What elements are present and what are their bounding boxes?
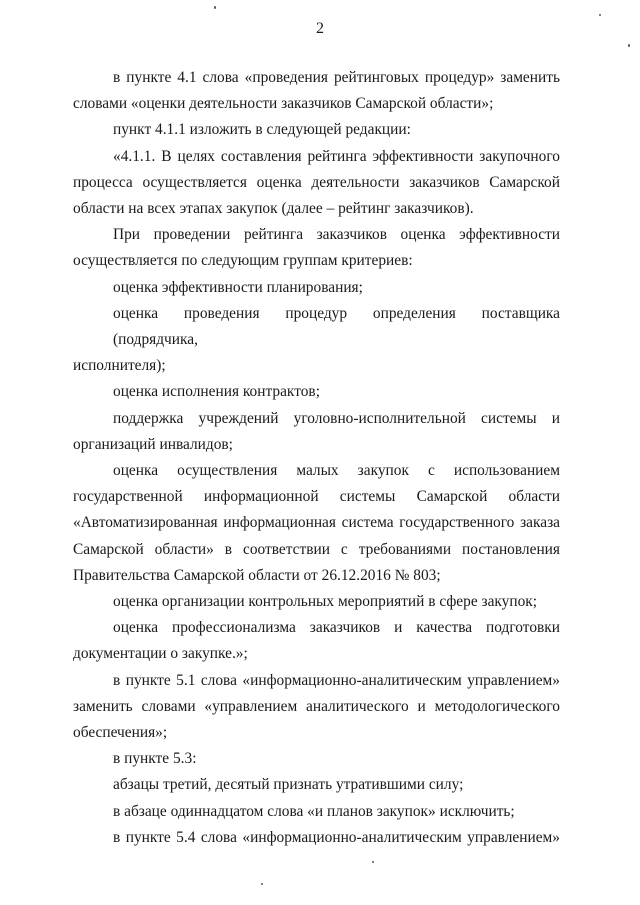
text-line: При проведении рейтинга заказчиков оценка эффективности — [113, 226, 560, 244]
scan-speck — [628, 44, 630, 47]
text-line: оценка профессионализма заказчиков и качества подготовки — [113, 619, 560, 637]
text-line: исполнителя); — [73, 357, 166, 375]
paragraph — [73, 458, 560, 589]
text-line: пункт 4.1.1 изложить в следующей редакции: — [113, 121, 411, 139]
paragraph — [73, 406, 560, 458]
text-line: в пункте 5.4 слова «информационно-аналитическим управлением» — [113, 828, 560, 846]
text-line: поддержка учреждений уголовно-исполнительной системы и — [113, 409, 560, 427]
paragraph — [73, 772, 560, 798]
text-line: «Автоматизированная информационная система государственного заказа — [73, 514, 560, 532]
paragraph — [73, 746, 560, 772]
text-line: в пункте 4.1 слова «проведения рейтинговых процедур» заменить — [113, 69, 560, 86]
paragraph — [73, 825, 560, 851]
text-line: оценка эффективности планирования; — [113, 278, 363, 296]
text-line: организаций инвалидов; — [73, 435, 233, 453]
paragraph — [73, 301, 560, 380]
text-line: осуществляется по следующим группам критериев: — [73, 252, 413, 270]
paragraph — [73, 668, 560, 747]
text-line: словами «оценки деятельности заказчиков Самарской области»; — [73, 95, 494, 113]
paragraph — [73, 117, 560, 143]
text-line: в пункте 5.3: — [113, 750, 197, 768]
text-line: оценка осуществления малых закупок с использованием — [113, 462, 560, 480]
text-line: государственной информационной системы Самарской области — [73, 488, 560, 506]
text-line: области на всех этапах закупок (далее – рейтинг заказчиков). — [73, 200, 474, 218]
paragraph — [73, 589, 560, 615]
text-line: в пункте 5.1 слова «информационно-аналитическим управлением» — [113, 671, 560, 689]
paragraph — [73, 615, 560, 667]
paragraph — [73, 379, 560, 405]
paragraph — [73, 144, 560, 223]
text-line: в абзаце одиннадцатом слова «и планов закупок» исключить; — [113, 802, 515, 820]
text-line: оценка исполнения контрактов; — [113, 383, 320, 401]
paragraph — [73, 275, 560, 301]
text-line: Правительства Самарской области от 26.12.2016 № 803; — [73, 566, 441, 584]
scan-speck — [372, 861, 374, 863]
text-line: оценка организации контрольных мероприятий в сфере закупок; — [113, 593, 538, 611]
paragraph — [73, 799, 560, 825]
text-line: абзацы третий, десятый признать утратившими силу; — [113, 776, 464, 794]
text-line: заменить словами «управлением аналитического и методологического — [73, 697, 560, 715]
paragraph — [73, 65, 560, 117]
scan-speck — [261, 883, 263, 885]
text-line: обеспечения»; — [73, 724, 168, 742]
text-line: Самарской области» в соответствии с требованиями постановления — [73, 540, 560, 558]
text-line: процесса осуществляется оценка деятельности заказчиков Самарской — [73, 173, 560, 191]
text-line: документации о закупке.»; — [73, 645, 248, 663]
scan-speck — [599, 14, 601, 16]
page-number: 2 — [316, 20, 324, 37]
scan-speck — [214, 6, 216, 9]
text-line: «4.1.1. В целях составления рейтинга эффективности закупочного — [113, 147, 560, 165]
paragraph — [73, 222, 560, 274]
document-body — [73, 65, 560, 851]
text-line: оценка проведения процедур определения поставщика (подрядчика, — [113, 304, 560, 349]
